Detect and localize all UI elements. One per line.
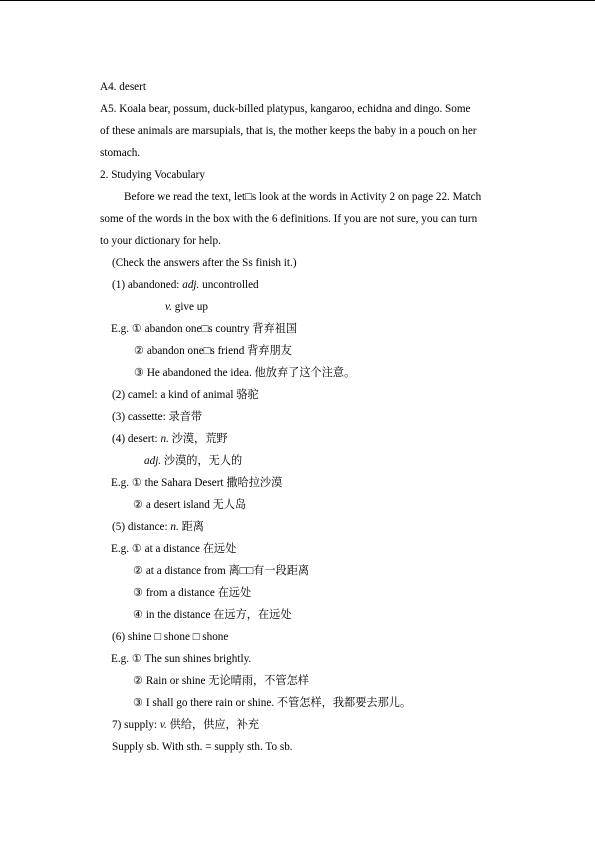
example-line: E.g. ① the Sahara Desert 撒哈拉沙漠 xyxy=(111,477,283,489)
vocab-distance xyxy=(112,520,204,534)
vocab-shine: (6) shine □ shone □ shone xyxy=(112,631,229,643)
example-line: ② a desert island 无人岛 xyxy=(133,499,247,511)
example-line: E.g. ① The sun shines brightly. xyxy=(111,653,252,665)
vocab-term: (1) abandoned: xyxy=(112,279,183,291)
example-line: ④ in the distance 在远方，在远处 xyxy=(133,609,292,621)
answer-a5-line-3: stomach. xyxy=(100,147,141,159)
vocab-camel: (2) camel: a kind of animal 骆驼 xyxy=(112,389,259,401)
answer-a5-line-2: of these animals are marsupials, that is, the mother keeps the baby in a pouch on her xyxy=(100,125,477,137)
part-of-speech: n. xyxy=(160,433,169,445)
section-heading: 2. Studying Vocabulary xyxy=(100,169,205,181)
definition: 沙漠，荒野 xyxy=(168,433,228,445)
teacher-note: (Check the answers after the Ss finish it.) xyxy=(112,257,297,269)
instruction-line-3: to your dictionary for help. xyxy=(100,235,221,247)
example-line: ② abandon one□s friend 背弃朋友 xyxy=(134,345,292,357)
page-top-rule xyxy=(0,0,595,1)
vocab-supply xyxy=(112,718,259,732)
definition: 沙漠的，无人的 xyxy=(161,455,243,467)
answer-a5-line-1: A5. Koala bear, possum, duck-billed platypus, kangaroo, echidna and dingo. Some xyxy=(100,103,471,115)
example-line: ③ I shall go there rain or shine. 不管怎样，我都要去那儿。 xyxy=(133,697,412,709)
example-line: E.g. ① abandon one□s country 背弃祖国 xyxy=(111,323,298,335)
part-of-speech: adj. xyxy=(144,455,162,467)
example-line: ③ from a distance 在远处 xyxy=(133,587,252,599)
example-line: ② Rain or shine 无论晴雨，不管怎样 xyxy=(133,675,309,687)
part-of-speech: v. xyxy=(165,301,172,313)
part-of-speech: adj. xyxy=(182,279,200,291)
vocab-cassette: (3) cassette: 录音带 xyxy=(112,411,203,423)
vocab-term: 7) supply: xyxy=(112,719,160,731)
example-line: E.g. ① at a distance 在远处 xyxy=(111,543,237,555)
answer-a4: A4. desert xyxy=(100,81,146,93)
definition: 供给，供应，补充 xyxy=(166,719,260,731)
vocab-abandoned-verb xyxy=(165,300,208,314)
vocab-abandoned xyxy=(112,278,259,292)
part-of-speech: v. xyxy=(159,719,167,731)
definition: uncontrolled xyxy=(199,279,259,291)
instruction-line-2: some of the words in the box with the 6 definitions. If you are not sure, you can turn xyxy=(100,213,478,225)
instruction-line-1: Before we read the text, let□s look at the words in Activity 2 on page 22. Match xyxy=(124,191,482,203)
vocab-term: (5) distance: xyxy=(112,521,171,533)
vocab-term: (4) desert: xyxy=(112,433,161,445)
definition: 距离 xyxy=(178,521,204,533)
definition: give up xyxy=(171,301,208,313)
vocab-desert-adj xyxy=(144,454,242,468)
usage-note: Supply sb. With sth. = supply sth. To sb. xyxy=(112,741,293,753)
example-line: ③ He abandoned the idea. 他放弃了这个注意。 xyxy=(134,367,356,379)
part-of-speech: n. xyxy=(170,521,179,533)
example-line: ② at a distance from 离□□有一段距离 xyxy=(133,565,310,577)
vocab-desert xyxy=(112,432,228,446)
